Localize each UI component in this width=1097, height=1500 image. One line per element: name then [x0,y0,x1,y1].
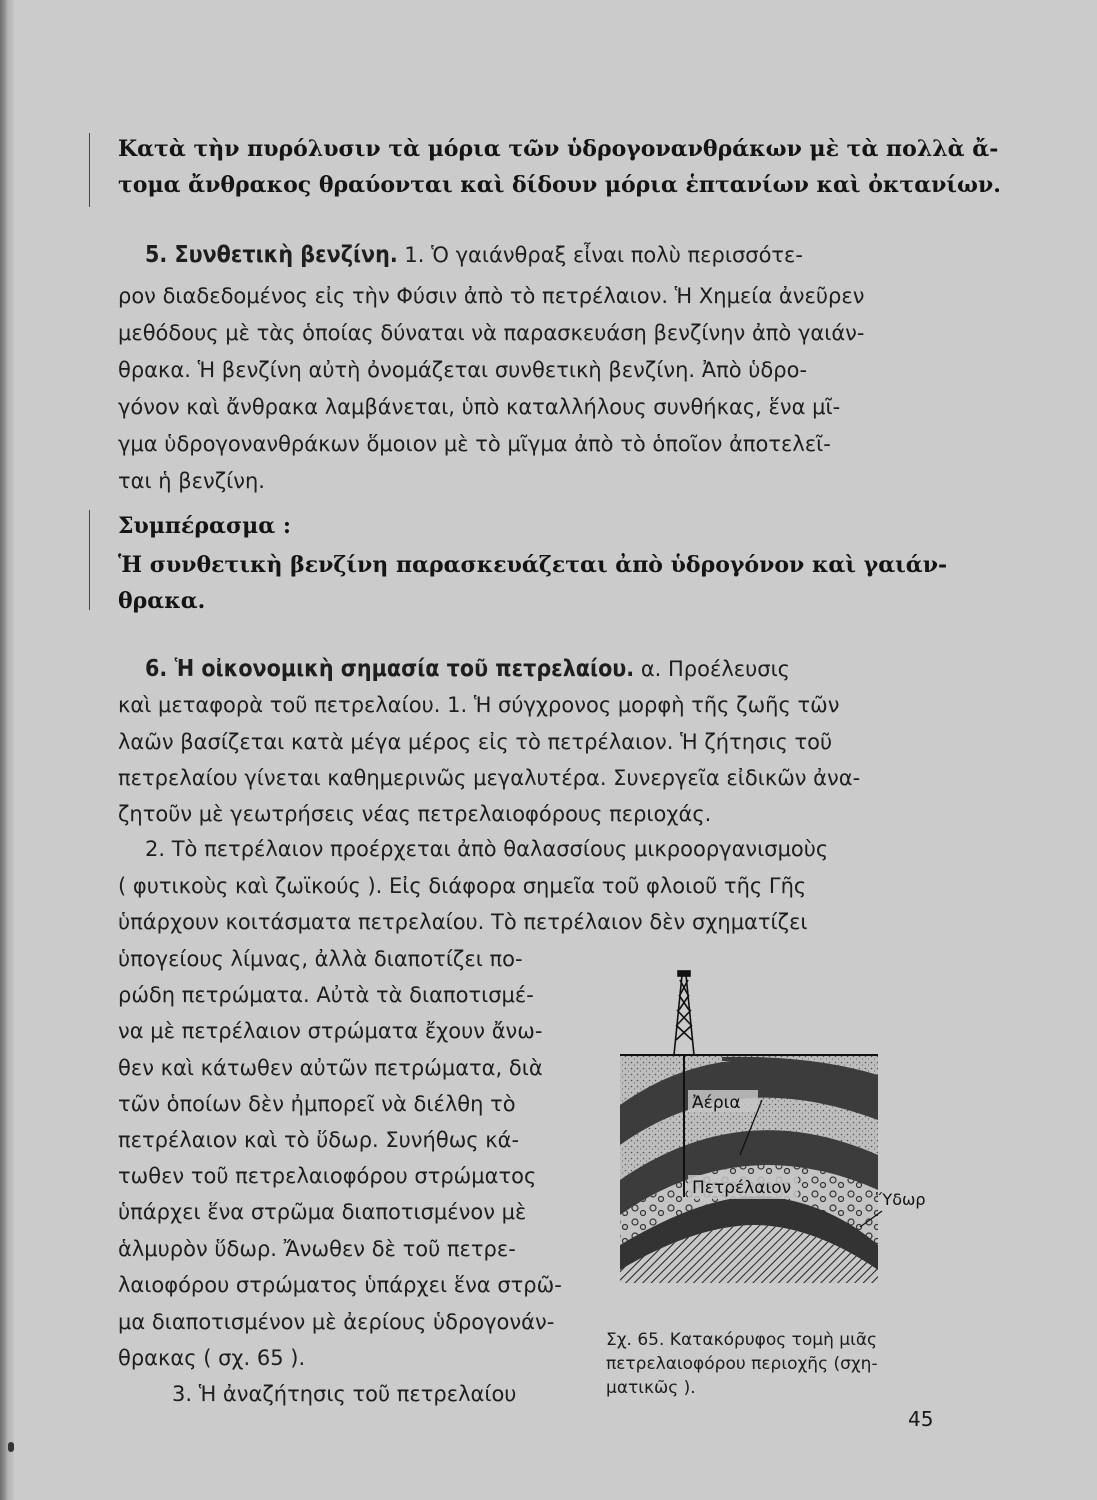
paragraph-line: 1. Ὁ γαιάνθραξ εἶναι πολὺ περισσότε- [397,243,803,267]
paragraph-line: γμα ὑδρογονανθράκων ὅμοιον μὲ τὸ μῖγμα ἀπὸ τὸ ὁποῖον ἀποτελεῖ- [118,432,831,456]
paragraph-line: μα διαποτισμένον μὲ ἀερίους ὑδρογονάν- [118,1310,555,1334]
paragraph-line: θρακας ( σχ. 65 ). [118,1346,306,1370]
page-number: 45 [908,1407,934,1431]
conclusion-line: Ἡ συνθετικὴ βενζίνη παρασκευάζεται ἀπὸ ὑδρογόνον καὶ γαιάν- [118,552,948,578]
section-heading: 5. Συνθετικὴ βενζίνη. [145,242,398,268]
paragraph-line: ὑπάρχουν κοιτάσματα πετρελαίου. Τὸ πετρέλαιον δὲν σχηματίζει [118,910,808,934]
paragraph-line: καὶ μεταφορὰ τοῦ πετρελαίου. 1. Ἡ σύγχρονος μορφὴ τῆς ζωῆς τῶν [118,693,840,717]
gas-label: Ἀέρια [692,1093,741,1113]
paragraph-line: μεθόδους μὲ τὰς ὁποίας δύναται νὰ παρασκευάση βενζίνην ἀπὸ γαιάν- [118,321,865,345]
paragraph-line: πετρέλαιον καὶ τὸ ὕδωρ. Συνήθως κά- [118,1128,520,1152]
paragraph-line: τωθεν τοῦ πετρελαιοφόρου στρώματος [118,1164,537,1188]
paragraph-line: θρακα. Ἡ βενζίνη αὐτὴ ὀνομάζεται συνθετικὴ βενζίνη. Ἀπὸ ὑδρο- [118,358,808,382]
paragraph-line: ( φυτικοὺς καὶ ζωϊκούς ). Εἰς διάφορα σημεῖα τοῦ φλοιοῦ τῆς Γῆς [118,874,807,898]
scan-artifact [8,1442,14,1452]
page-binding-edge [0,0,14,1500]
oil-derrick-strata-icon [612,965,932,1295]
paragraph-line: ἁλμυρὸν ὕδωρ. Ἄνωθεν δὲ τοῦ πετρε- [118,1237,516,1261]
paragraph-line: λαῶν βασίζεται κατὰ μέγα μέρος εἰς τὸ πετρέλαιον. Ἡ ζήτησις τοῦ [118,730,833,754]
paragraph-line: ρον διαδεδομένος εἰς τὴν Φύσιν ἀπὸ τὸ πετρέλαιον. Ἡ Χημεία ἀνεῦρεν [118,284,865,308]
water-label: Ὕδωρ [876,1190,926,1209]
conclusion-bar [89,510,90,610]
caption-line: πετρελαιοφόρου περιοχῆς (σχη- [606,1354,878,1374]
paragraph-line: να μὲ πετρέλαιον στρώματα ἔχουν ἄνω- [118,1019,543,1043]
paragraph-line: ται ἡ βενζίνη. [118,469,265,493]
paragraph-line: ζητοῦν μὲ γεωτρήσεις νέας πετρελαιοφόρους περιοχάς. [118,802,712,826]
figure-caption [606,1328,931,1400]
paragraph-line: ὑπογείους λίμνας, ἀλλὰ διαποτίζει πο- [118,947,523,971]
highlight-bar [89,133,90,207]
paragraph-line: τῶν ὁποίων δὲν ἠμπορεῖ νὰ διέλθη τὸ [118,1092,516,1116]
paragraph-line: ὑπάρχει ἕνα στρῶμα διαποτισμένον μὲ [118,1200,527,1224]
conclusion-line: θρακα. [118,588,206,614]
caption-line: ματικῶς ). [606,1378,696,1398]
paragraph-line: ρώδη πετρώματα. Αὐτὰ τὰ διαποτισμέ- [118,983,534,1007]
paragraph-line: α. Προέλευσις [634,657,790,681]
paragraph-line: λαιοφόρου στρώματος ὑπάρχει ἕνα στρῶ- [118,1273,562,1297]
paragraph-line: πετρελαίου γίνεται καθημερινῶς μεγαλυτέρα. Συνεργεῖα εἰδικῶν ἀνα- [118,766,861,790]
conclusion-label: Συμπέρασμα : [118,513,291,539]
paragraph-line: 3. Ἡ ἀναζήτησις τοῦ πετρελαίου [172,1382,517,1406]
oil-label: Πετρέλαιον [692,1178,792,1198]
paragraph-line: γόνον καὶ ἄνθρακα λαμβάνεται, ὑπὸ καταλλήλους συνθήκας, ἕνα μῖ- [118,395,841,419]
oil-field-cross-section-figure [612,965,932,1295]
note-line: Κατὰ τὴν πυρόλυσιν τὰ μόρια τῶν ὑδρογονανθράκων μὲ τὰ πολλὰ ἄ- [118,136,999,162]
note-line: τομα ἄνθρακος θραύονται καὶ δίδουν μόρια ἑπτανίων καὶ ὀκτανίων. [118,172,1001,198]
paragraph-line: θεν καὶ κάτωθεν αὐτῶν πετρώματα, διὰ [118,1056,543,1080]
paragraph-line: 2. Τὸ πετρέλαιον προέρχεται ἀπὸ θαλασσίους μικροοργανισμοὺς [145,837,829,861]
caption-line: Σχ. 65. Κατακόρυφος τομὴ μιᾶς [606,1330,878,1350]
section-heading: 6. Ἡ οἰκονομικὴ σημασία τοῦ πετρελαίου. [145,656,635,682]
